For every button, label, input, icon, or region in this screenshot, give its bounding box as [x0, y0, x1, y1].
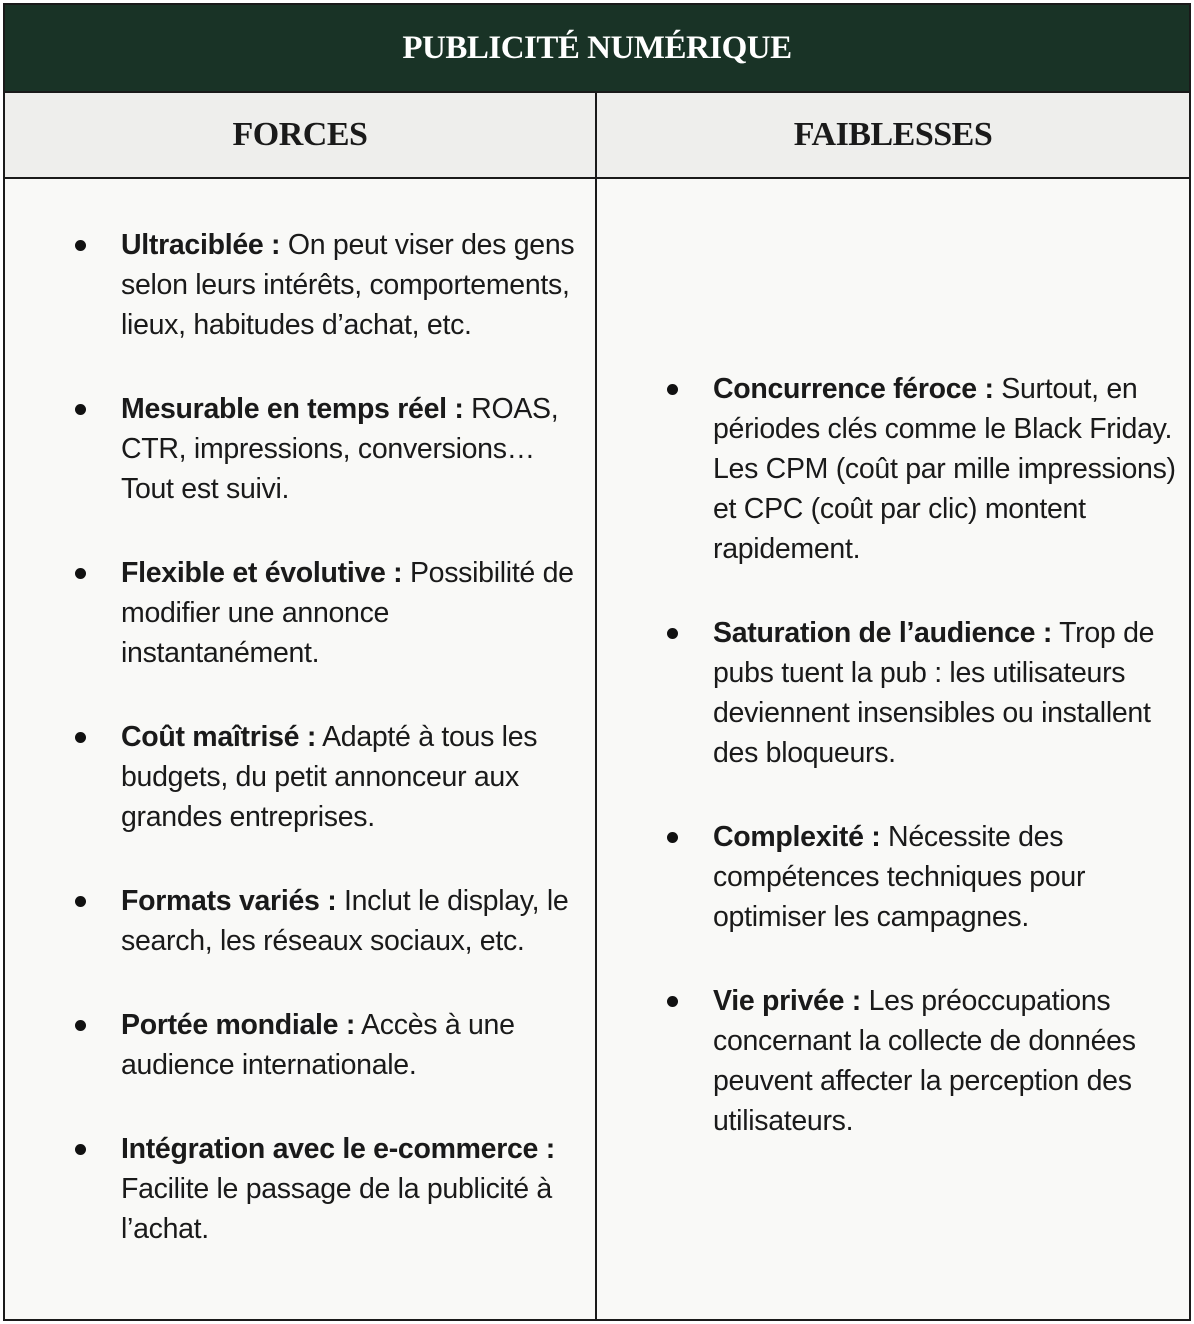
item-text: Les préoccupations concernant la collecte de données peuvent affecter la perception des utilisateurs. — [713, 985, 1136, 1137]
bullet-icon — [75, 1020, 86, 1031]
item-text: Adapté à tous les budgets, du petit annonceur aux grandes entreprises. — [121, 721, 538, 833]
list-item — [667, 613, 1179, 773]
header-forces: FORCES — [5, 93, 597, 177]
item-term: Concurrence féroce : — [713, 373, 994, 405]
title-row — [5, 5, 1189, 93]
faiblesses-list — [667, 369, 1179, 1185]
item-term: Coût maîtrisé : — [121, 721, 317, 753]
comparison-table — [3, 3, 1191, 1321]
faiblesses-column — [597, 179, 1189, 1319]
item-text: On peut viser des gens selon leurs intérêts, comportements, lieux, habitudes d’achat, etc. — [121, 229, 575, 341]
item-term: Vie privée : — [713, 985, 861, 1017]
list-item — [75, 389, 585, 509]
bullet-icon — [667, 384, 678, 395]
body-row — [5, 179, 1189, 1319]
item-text: Facilite le passage de la publicité à l’achat. — [121, 1173, 552, 1245]
bullet-icon — [75, 568, 86, 579]
list-item — [75, 881, 585, 961]
list-item — [667, 817, 1179, 937]
list-item — [75, 1129, 585, 1249]
item-text: Possibilité de modifier une annonce instantanément. — [121, 557, 574, 669]
item-text: Accès à une audience internationale. — [121, 1009, 515, 1081]
bullet-icon — [75, 240, 86, 251]
header-row — [5, 93, 1189, 179]
bullet-icon — [667, 996, 678, 1007]
item-term: Saturation de l’audience : — [713, 617, 1053, 649]
list-item — [75, 717, 585, 837]
item-text: ROAS, CTR, impressions, conversions… Tout est suivi. — [121, 393, 559, 505]
item-text: Inclut le display, le search, les réseaux sociaux, etc. — [121, 885, 569, 957]
item-term: Mesurable en temps réel : — [121, 393, 464, 425]
item-text: Trop de pubs tuent la pub : les utilisateurs deviennent insensibles ou installent des bloqueurs. — [713, 617, 1155, 769]
forces-list — [75, 225, 585, 1293]
list-item — [667, 981, 1179, 1141]
forces-column — [5, 179, 597, 1319]
item-term: Flexible et évolutive : — [121, 557, 403, 589]
bullet-icon — [667, 832, 678, 843]
item-term: Portée mondiale : — [121, 1009, 356, 1041]
item-term: Intégration avec le e-commerce : — [121, 1133, 555, 1165]
bullet-icon — [75, 896, 86, 907]
item-term: Complexité : — [713, 821, 881, 853]
bullet-icon — [75, 1144, 86, 1155]
bullet-icon — [75, 404, 86, 415]
list-item — [75, 553, 585, 673]
list-item — [75, 1005, 585, 1085]
header-faiblesses: FAIBLESSES — [793, 116, 993, 153]
item-text: Surtout, en périodes clés comme le Black Friday. Les CPM (coût par mille impressions) et CPC (coût par clic) montent rapidement. — [713, 373, 1176, 565]
item-term: Formats variés : — [121, 885, 337, 917]
item-text: Nécessite des compétences techniques pour optimiser les campagnes. — [713, 821, 1086, 933]
table-title: PUBLICITÉ NUMÉRIQUE — [402, 29, 792, 66]
item-term: Ultraciblée : — [121, 229, 281, 261]
list-item — [667, 369, 1179, 569]
list-item — [75, 225, 585, 345]
bullet-icon — [667, 628, 678, 639]
bullet-icon — [75, 732, 86, 743]
